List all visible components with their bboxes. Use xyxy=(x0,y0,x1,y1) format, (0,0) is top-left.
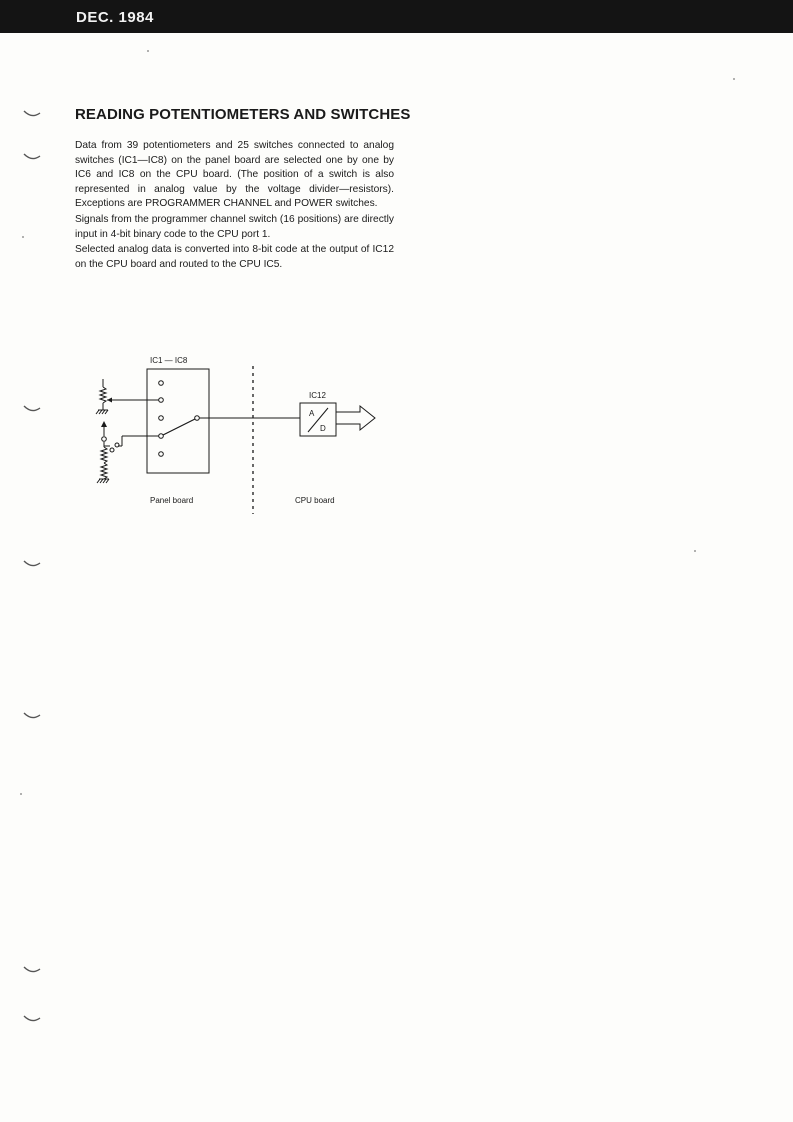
binder-hole-mark xyxy=(22,709,42,721)
divider-contacts xyxy=(110,443,119,452)
binder-hole-mark xyxy=(22,557,42,569)
paragraph: Selected analog data is converted into 8-bit code at the output of IC12 on the CPU board and routed to the CPU IC5. xyxy=(75,244,394,270)
switch-contacts xyxy=(159,381,200,457)
binder-hole-mark xyxy=(22,150,42,162)
binder-hole-mark xyxy=(22,402,42,414)
divider-switch xyxy=(97,427,159,483)
potentiometer-1 xyxy=(96,379,159,414)
adc-top-label: A xyxy=(309,409,315,418)
adc-label: IC12 xyxy=(309,391,326,400)
cpu-board-caption: CPU board xyxy=(295,496,335,505)
wiper-arrow xyxy=(107,398,112,403)
paper-speck xyxy=(694,550,696,552)
header-bar xyxy=(0,0,793,33)
signal-path-diagram xyxy=(90,352,400,522)
binder-hole-mark xyxy=(22,107,42,119)
paper-speck xyxy=(147,50,149,52)
body-text xyxy=(75,139,394,272)
paper-speck xyxy=(22,236,24,238)
switch-arrow xyxy=(101,421,107,427)
paper-speck xyxy=(733,78,735,80)
binder-hole-mark xyxy=(22,963,42,975)
section-title: READING POTENTIOMETERS AND SWITCHES xyxy=(75,106,411,123)
paragraph: Signals from the programmer channel switch (16 positions) are directly input in 4-bit binary code to the CPU port 1. xyxy=(75,213,394,240)
binder-hole-mark xyxy=(22,1012,42,1024)
mux-box xyxy=(147,369,209,473)
paragraph: Data from 39 potentiometers and 25 switches connected to analog switches (IC1—IC8) on the panel board are selected one by one by IC6 and IC8 on the CPU board. (The position of a switch is also represented in analog value by the voltage divider—resistors). Exceptions are PROGRAMMER CHANNEL and POWER switches. xyxy=(75,140,394,210)
mux-label: IC1 — IC8 xyxy=(150,356,188,365)
panel-board-caption: Panel board xyxy=(150,496,194,505)
switch-arm xyxy=(163,419,195,435)
bus-arrow xyxy=(336,406,375,430)
paper-speck xyxy=(20,793,22,795)
adc-bottom-label: D xyxy=(320,424,326,433)
header-date: DEC. 1984 xyxy=(76,9,154,26)
